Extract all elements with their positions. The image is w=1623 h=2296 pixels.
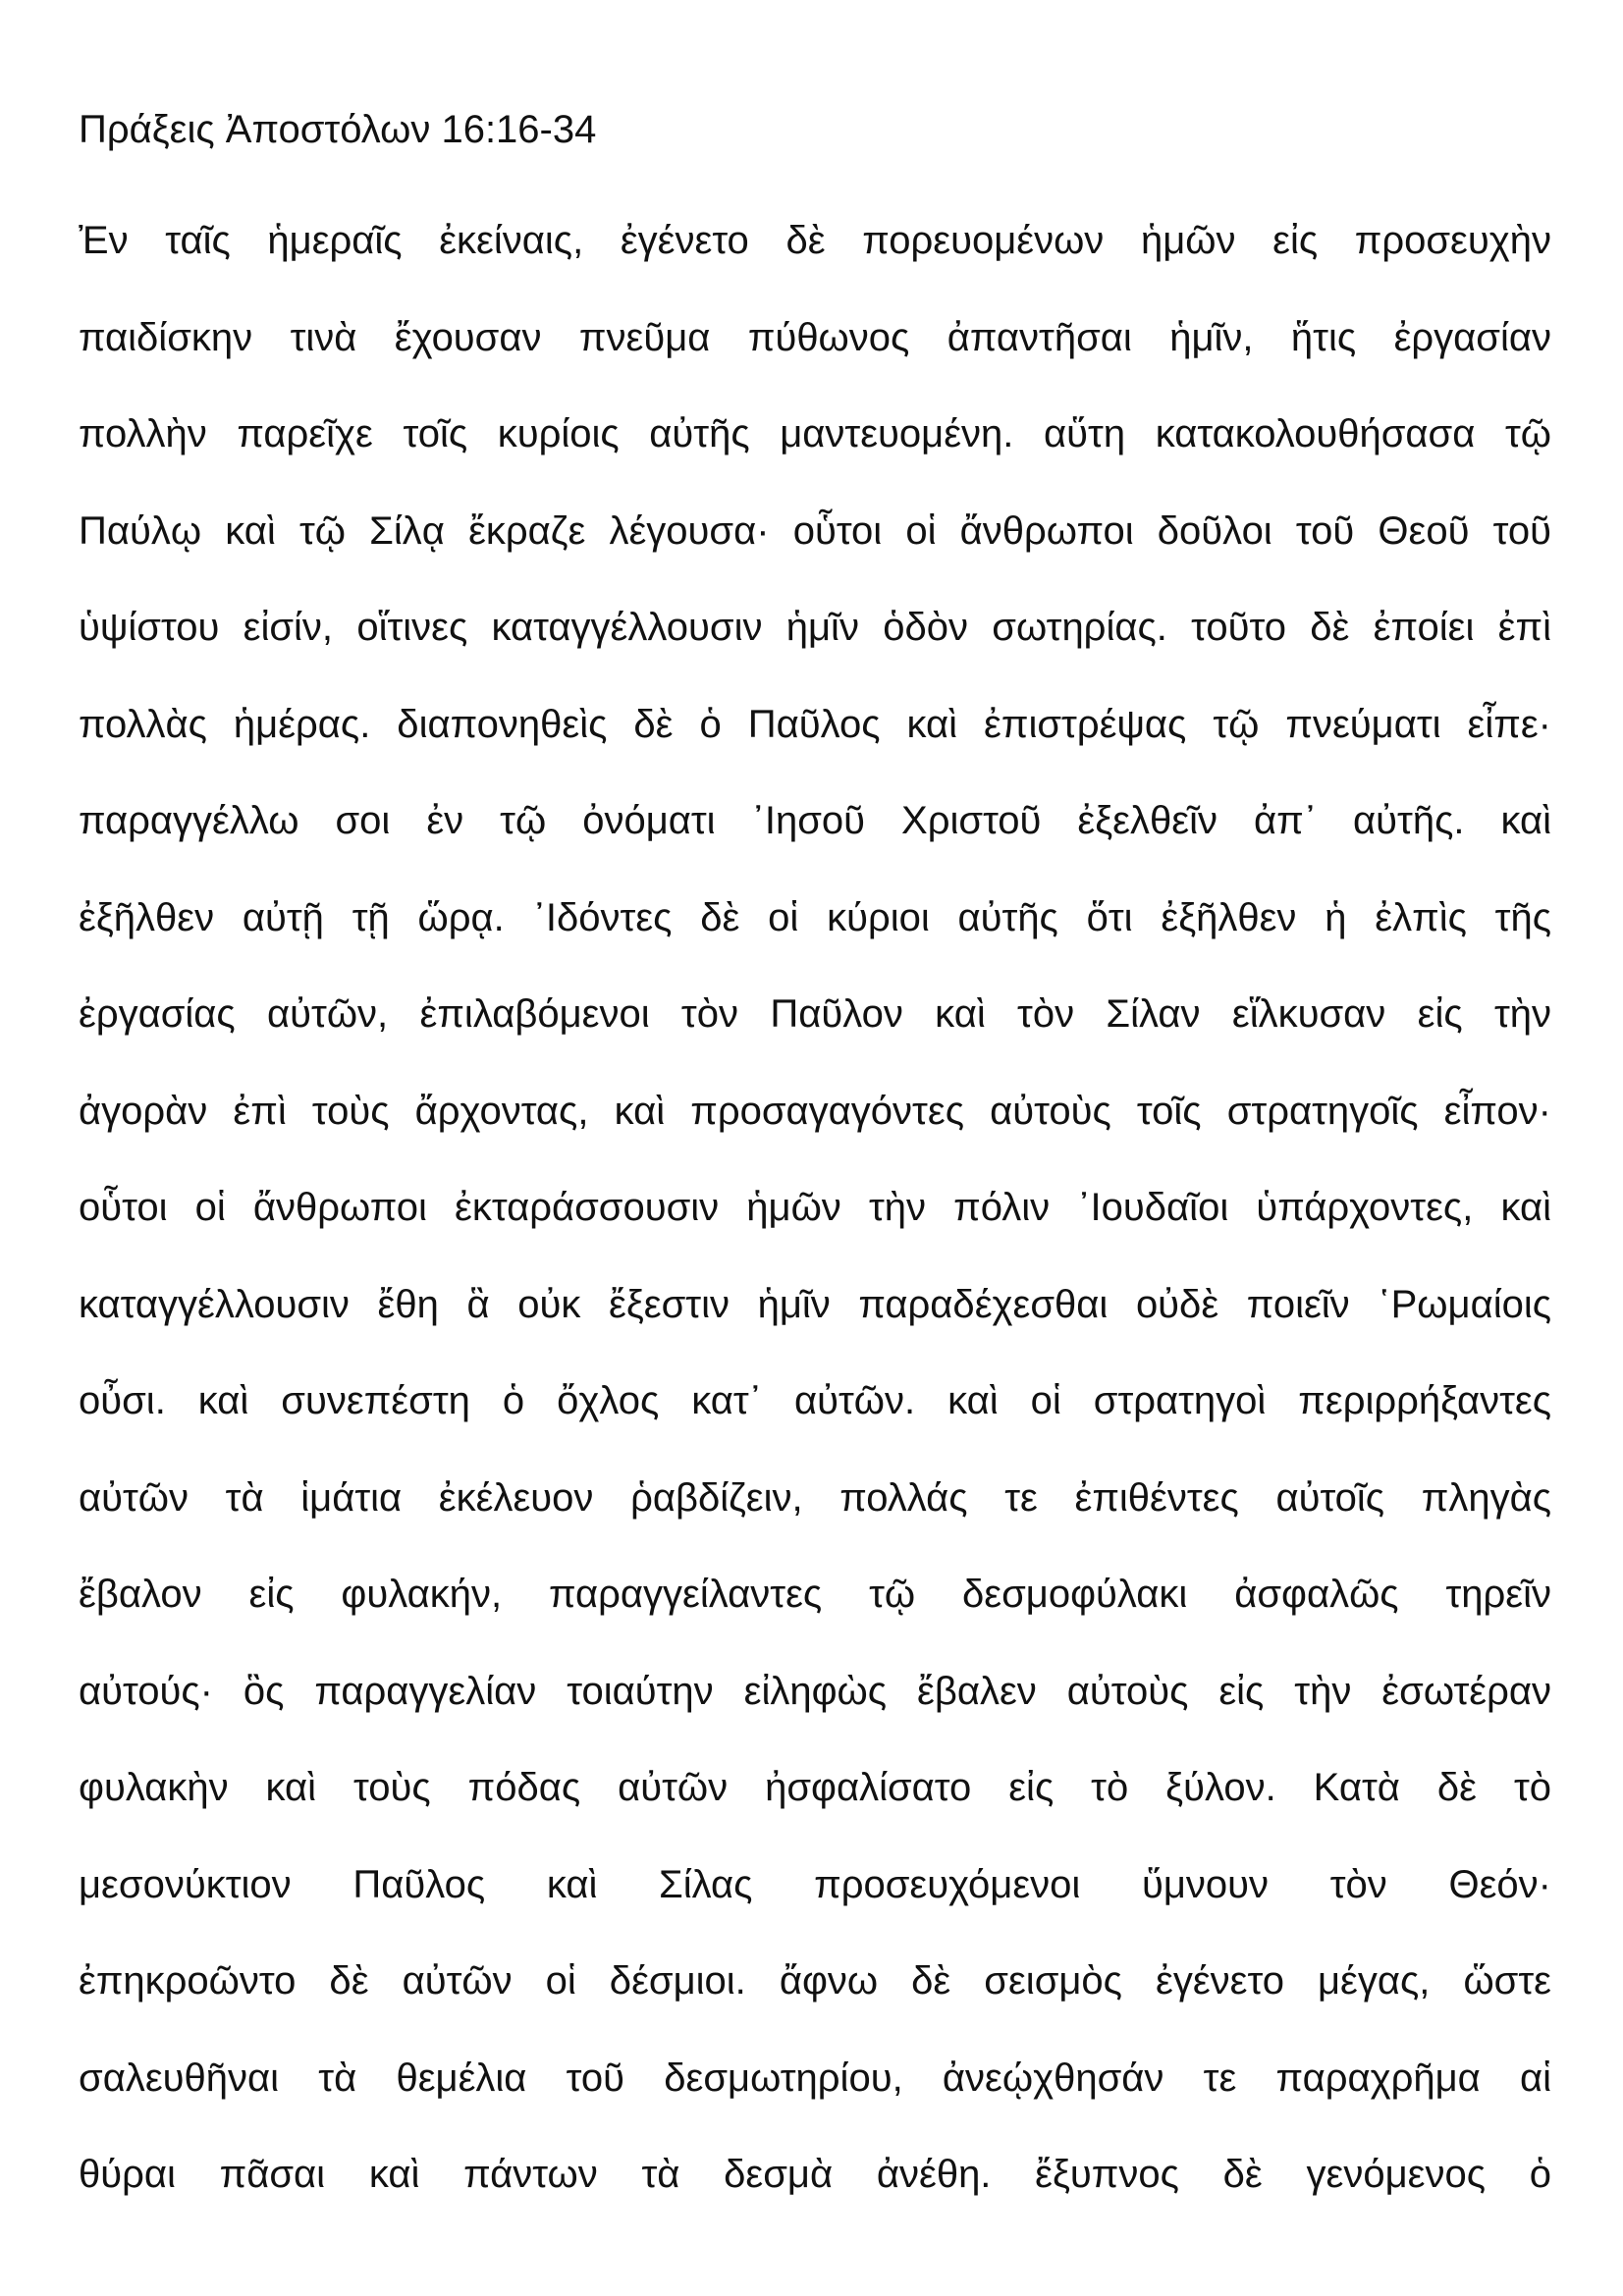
- text-line: ἔβαλον εἰς φυλακήν, παραγγείλαντες τῷ δεσμοφύλακι ἀσφαλῶς τηρεῖν: [79, 1573, 1551, 1616]
- text-line: οὖσι. καὶ συνεπέστη ὁ ὄχλος κατ᾿ αὐτῶν. καὶ οἱ στρατηγοὶ περιρρήξαντες: [79, 1379, 1551, 1422]
- text-line: φυλακὴν καὶ τοὺς πόδας αὐτῶν ἠσφαλίσατο εἰς τὸ ξύλον. Κατὰ δὲ τὸ: [79, 1766, 1551, 1809]
- text-line: ἐργασίας αὐτῶν, ἐπιλαβόμενοι τὸν Παῦλον καὶ τὸν Σίλαν εἵλκυσαν εἰς τὴν: [79, 992, 1551, 1036]
- text-line: καταγγέλλουσιν ἔθη ἃ οὐκ ἔξεστιν ἡμῖν παραδέχεσθαι οὐδὲ ποιεῖν ῾Ρωμαίοις: [79, 1282, 1551, 1326]
- text-line: ἐπηκροῶντο δὲ αὐτῶν οἱ δέσμιοι. ἄφνω δὲ σεισμὸς ἐγένετο μέγας, ὥστε: [79, 1959, 1551, 2002]
- text-line: παιδίσκην τινὰ ἔχουσαν πνεῦμα πύθωνος ἀπαντῆσαι ἡμῖν, ἥτις ἐργασίαν: [79, 315, 1551, 359]
- text-line: ἀγορὰν ἐπὶ τοὺς ἄρχοντας, καὶ προσαγαγόντες αὐτοὺς τοῖς στρατηγοῖς εἶπον·: [79, 1089, 1551, 1133]
- text-line: ἐξῆλθεν αὐτῇ τῇ ὥρᾳ. ᾿Ιδόντες δὲ οἱ κύριοι αὐτῆς ὅτι ἐξῆλθεν ἡ ἐλπὶς τῆς: [79, 895, 1551, 939]
- text-line: πολλὴν παρεῖχε τοῖς κυρίοις αὐτῆς μαντευομένη. αὕτη κατακολουθήσασα τῷ: [79, 412, 1551, 455]
- text-line: Παύλῳ καὶ τῷ Σίλᾳ ἔκραζε λέγουσα· οὗτοι οἱ ἄνθρωποι δοῦλοι τοῦ Θεοῦ τοῦ: [79, 508, 1551, 553]
- text-line: ὑψίστου εἰσίν, οἵτινες καταγγέλλουσιν ἡμῖν ὁδὸν σωτηρίας. τοῦτο δὲ ἐποίει ἐπὶ: [79, 606, 1551, 649]
- text-line: οὗτοι οἱ ἄνθρωποι ἐκταράσσουσιν ἡμῶν τὴν πόλιν ᾿Ιουδαῖοι ὑπάρχοντες, καὶ: [79, 1186, 1551, 1229]
- text-line: αὐτούς· ὃς παραγγελίαν τοιαύτην εἰληφὼς ἔβαλεν αὐτοὺς εἰς τὴν ἐσωτέραν: [79, 1669, 1551, 1713]
- page-title: Πράξεις Ἀποστόλων 16:16-34: [79, 108, 597, 151]
- text-line: αὐτῶν τὰ ἱμάτια ἐκέλευον ῥαβδίζειν, πολλάς τε ἐπιθέντες αὐτοῖς πληγὰς: [79, 1475, 1551, 1520]
- text-line: θύραι πᾶσαι καὶ πάντων τὰ δεσμὰ ἀνέθη. ἔξυπνος δὲ γενόμενος ὁ: [79, 2153, 1551, 2196]
- text-line: πολλὰς ἡμέρας. διαπονηθεὶς δὲ ὁ Παῦλος καὶ ἐπιστρέψας τῷ πνεύματι εἶπε·: [79, 702, 1551, 746]
- text-line: μεσονύκτιον Παῦλος καὶ Σίλας προσευχόμενοι ὕμνουν τὸν Θεόν·: [79, 1862, 1551, 1906]
- body-text: [79, 192, 1551, 2223]
- text-line: παραγγέλλω σοι ἐν τῷ ὀνόματι ᾿Ιησοῦ Χριστοῦ ἐξελθεῖν ἀπ᾿ αὐτῆς. καὶ: [79, 799, 1551, 842]
- text-line: Ἐν ταῖς ἡμεραῖς ἐκείναις, ἐγένετο δὲ πορευομένων ἡμῶν εἰς προσευχὴν: [79, 219, 1551, 262]
- text-line: σαλευθῆναι τὰ θεμέλια τοῦ δεσμωτηρίου, ἀνεῴχθησάν τε παραχρῆμα αἱ: [79, 2056, 1551, 2100]
